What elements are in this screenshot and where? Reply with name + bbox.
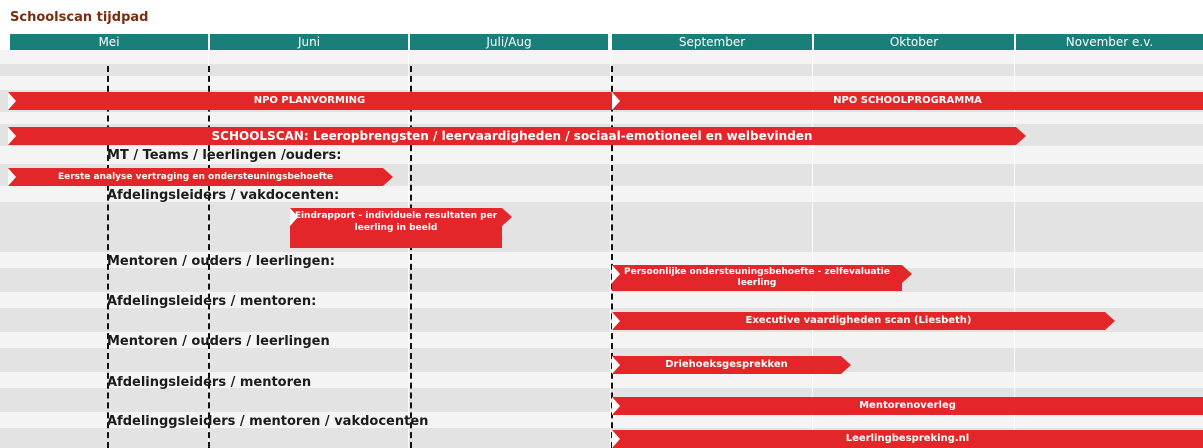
bar-npo-schoolprogramma: NPO SCHOOLPROGRAMMA <box>612 92 1203 110</box>
bar-persoonlijke: Persoonlijke ondersteuningsbehoefte - zelfevaluatie leerling <box>612 265 902 291</box>
bar-npo-planvorming: NPO PLANVORMING <box>8 92 611 110</box>
grid-row <box>0 268 1203 292</box>
timeline-grid <box>0 50 1203 448</box>
grid-row <box>0 112 1203 124</box>
bar-eerste-analyse: Eerste analyse vertraging en ondersteuningsbehoefte <box>8 168 383 186</box>
bar-leerlingbespreking: Leerlingbespreking.nl <box>612 430 1203 448</box>
month-mei: Mei <box>10 34 208 50</box>
month-november: November e.v. <box>1016 34 1203 50</box>
bar-schoolscan: SCHOOLSCAN: Leeropbrengsten / leervaardigheden / sociaal-emotioneel en welbevinden <box>8 127 1016 145</box>
label-afdelingsleiders-vakdocenten: Afdelingsleiders / vakdocenten: <box>107 188 340 203</box>
bar-eindrapport: Eindrapport - individuele resultaten per leerling in beeld <box>290 208 502 248</box>
grid-row <box>0 202 1203 252</box>
page-title: Schoolscan tijdpad <box>10 10 149 25</box>
grid-row <box>0 76 1203 90</box>
month-september: September <box>612 34 812 50</box>
label-mt-teams: MT / Teams / leerlingen /ouders: <box>107 148 342 163</box>
label-afdelingsleiders-mentoren-vakdocenten: Afdelinggsleiders / mentoren / vakdocenten <box>107 414 429 429</box>
bar-mentorenoverleg: Mentorenoverleg <box>612 397 1203 415</box>
label-afdelingsleiders-mentoren: Afdelingsleiders / mentoren: <box>107 294 317 309</box>
month-juni: Juni <box>210 34 408 50</box>
dashed-marker-line <box>410 66 412 448</box>
label-mentoren-ouders-2: Mentoren / ouders / leerlingen <box>107 334 330 349</box>
month-juli-aug: Juli/Aug <box>410 34 608 50</box>
grid-row <box>0 348 1203 372</box>
bar-executive: Executive vaardigheden scan (Liesbeth) <box>612 312 1105 330</box>
grid-row <box>0 64 1203 76</box>
grid-row <box>0 50 1203 64</box>
label-mentoren-ouders: Mentoren / ouders / leerlingen: <box>107 254 335 269</box>
label-afdelingsleiders-mentoren-2: Afdelingsleiders / mentoren <box>107 375 312 390</box>
month-header <box>0 34 1203 50</box>
month-oktober: Oktober <box>814 34 1014 50</box>
bar-driehoeksgesprekken: Driehoeksgesprekken <box>612 356 841 374</box>
dashed-marker-line <box>611 66 613 448</box>
